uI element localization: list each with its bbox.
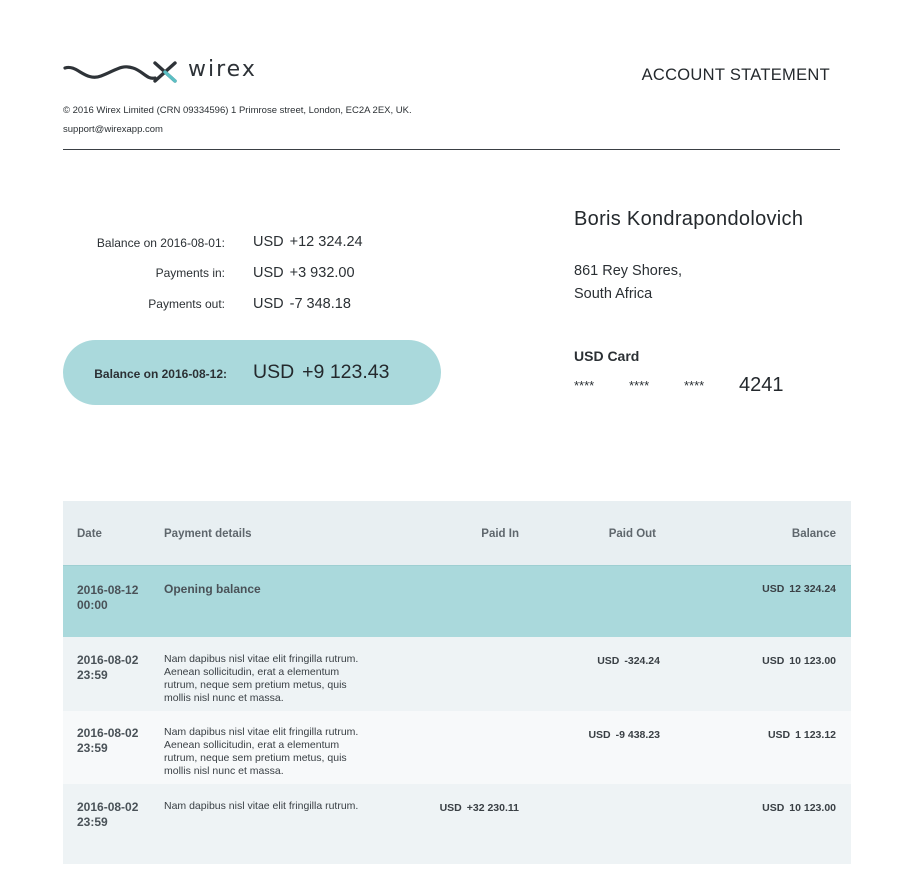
document-title: ACCOUNT STATEMENT: [641, 66, 830, 84]
currency-code: USD: [253, 361, 295, 383]
payments-out-value: [253, 296, 351, 312]
date: 2016-08-02: [77, 800, 139, 814]
brand-name: wirex: [188, 57, 257, 82]
currency-code: USD: [253, 234, 284, 250]
row-details: Nam dapibus nisl vitae elit fringilla rutrum. Aenean sollicitudin, erat a elementum rutrum, neque sem pretium metus, quis mollis nisl nunc et massa.: [164, 726, 359, 777]
amount: +12 324.24: [289, 234, 363, 250]
row-details: Nam dapibus nisl vitae elit fringilla rutrum.: [164, 800, 359, 812]
amount: -9 438.23: [615, 729, 660, 741]
support-email[interactable]: support@wirexapp.com: [63, 124, 163, 135]
transactions-table: [63, 501, 851, 864]
currency-code: USD: [253, 296, 284, 312]
closing-balance-pill: [63, 340, 441, 405]
column-header-details: Payment details: [164, 528, 252, 540]
wirex-wave-icon: [63, 60, 179, 84]
payments-out-label: Payments out:: [148, 297, 225, 311]
card-last-four: 4241: [739, 374, 784, 396]
row-balance: [762, 802, 836, 814]
row-date: [77, 583, 157, 613]
currency-code: USD: [588, 729, 611, 741]
card-title: USD Card: [574, 348, 640, 364]
row-date: [77, 653, 157, 683]
card-mask-3: ****: [684, 378, 705, 393]
currency-code: USD: [762, 655, 785, 667]
card-mask-1: ****: [574, 378, 595, 393]
currency-code: USD: [767, 729, 791, 741]
time: 23:59: [77, 668, 108, 682]
currency-code: USD: [762, 583, 785, 595]
payments-in-value: [253, 265, 355, 281]
date: 2016-08-02: [77, 726, 139, 740]
address-line-1: 861 Rey Shores,: [574, 263, 683, 279]
amount: +32 230.11: [466, 802, 519, 814]
currency-code: USD: [762, 802, 785, 814]
header-divider: [63, 149, 840, 150]
account-holder-name: Boris Kondrapondolovich: [574, 208, 804, 230]
company-info: © 2016 Wirex Limited (CRN 09334596) 1 Primrose street, London, EC2A 2EX, UK.: [63, 105, 412, 116]
currency-code: USD: [253, 265, 284, 281]
address-line-2: South Africa: [574, 286, 653, 302]
currency-code: USD: [597, 655, 620, 667]
amount: 10 123.00: [789, 655, 836, 667]
amount: 12 324.24: [789, 583, 836, 595]
row-date: [77, 800, 157, 830]
table-header: [63, 501, 851, 565]
row-details: Opening balance: [164, 582, 261, 596]
card-mask-2: ****: [629, 378, 650, 393]
amount: 10 123.00: [789, 802, 836, 814]
time: 00:00: [77, 598, 108, 612]
row-paid-in: [440, 802, 519, 814]
amount: +3 932.00: [289, 265, 355, 281]
table-row: [63, 711, 851, 784]
row-details: Nam dapibus nisl vitae elit fringilla rutrum. Aenean sollicitudin, erat a elementum rutrum, neque sem pretium metus, quis mollis nisl nunc et massa.: [164, 653, 359, 704]
column-header-balance: Balance: [791, 528, 836, 540]
amount: 1 123.12: [795, 729, 836, 741]
row-balance: [762, 583, 836, 595]
column-header-paid-out: Paid Out: [608, 528, 656, 540]
date: 2016-08-12: [77, 583, 139, 597]
table-row: [63, 565, 851, 637]
table-row: [63, 784, 851, 864]
row-paid-out: [588, 729, 660, 741]
row-paid-out: [597, 655, 660, 667]
column-header-paid-in: Paid In: [481, 528, 519, 540]
row-date: [77, 726, 157, 756]
amount: -7 348.18: [289, 296, 351, 312]
currency-code: USD: [439, 802, 462, 814]
closing-balance-value: [253, 361, 389, 384]
closing-balance-label: Balance on 2016-08-12:: [94, 367, 227, 381]
opening-balance-label: Balance on 2016-08-01:: [96, 236, 225, 250]
wirex-logo: [63, 58, 273, 86]
amount: +9 123.43: [302, 361, 390, 383]
amount: -324.24: [624, 655, 660, 667]
column-header-date: Date: [77, 528, 102, 540]
table-row: [63, 637, 851, 711]
row-balance: [768, 729, 836, 741]
row-balance: [762, 655, 836, 667]
time: 23:59: [77, 815, 108, 829]
date: 2016-08-02: [77, 653, 139, 667]
time: 23:59: [77, 741, 108, 755]
opening-balance-value: [253, 234, 363, 250]
payments-in-label: Payments in:: [155, 266, 225, 280]
